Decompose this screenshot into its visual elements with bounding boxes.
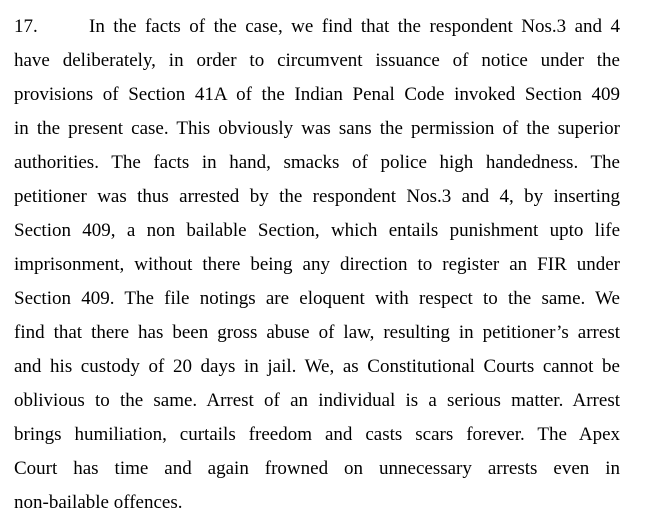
paragraph-line-8: imprisonment, without there being any direction to register an FIR under bbox=[14, 254, 620, 275]
paragraph-line-12: oblivious to the same. Arrest of an individual is a serious matter. Arrest bbox=[14, 390, 620, 411]
paragraph-number: 17. bbox=[14, 16, 38, 37]
paragraph-line-11: and his custody of 20 days in jail. We, as Constitutional Courts cannot be bbox=[14, 356, 620, 377]
paragraph-line-10: find that there has been gross abuse of law, resulting in petitioner’s arrest bbox=[14, 322, 620, 343]
paragraph-line-2: have deliberately, in order to circumvent issuance of notice under the bbox=[14, 50, 620, 71]
paragraph-line-4: in the present case. This obviously was sans the permission of the superior bbox=[14, 118, 620, 139]
paragraph-line-5: authorities. The facts in hand, smacks of police high handedness. The bbox=[14, 152, 620, 173]
paragraph-line-6: petitioner was thus arrested by the respondent Nos.3 and 4, by inserting bbox=[14, 186, 620, 207]
paragraph-17 bbox=[14, 10, 620, 520]
paragraph-line-7: Section 409, a non bailable Section, which entails punishment upto life bbox=[14, 220, 620, 241]
paragraph-line-1 bbox=[14, 10, 620, 44]
paragraph-line-text: In the facts of the case, we find that the respondent Nos.3 and 4 bbox=[89, 16, 620, 37]
paragraph-line-9: Section 409. The file notings are eloquent with respect to the same. We bbox=[14, 288, 620, 309]
paragraph-line-13: brings humiliation, curtails freedom and casts scars forever. The Apex bbox=[14, 424, 620, 445]
paragraph-line-14: Court has time and again frowned on unnecessary arrests even in bbox=[14, 458, 620, 479]
paragraph-line-3: provisions of Section 41A of the Indian Penal Code invoked Section 409 bbox=[14, 84, 620, 105]
paragraph-line-15: non-bailable offences. bbox=[14, 492, 183, 513]
